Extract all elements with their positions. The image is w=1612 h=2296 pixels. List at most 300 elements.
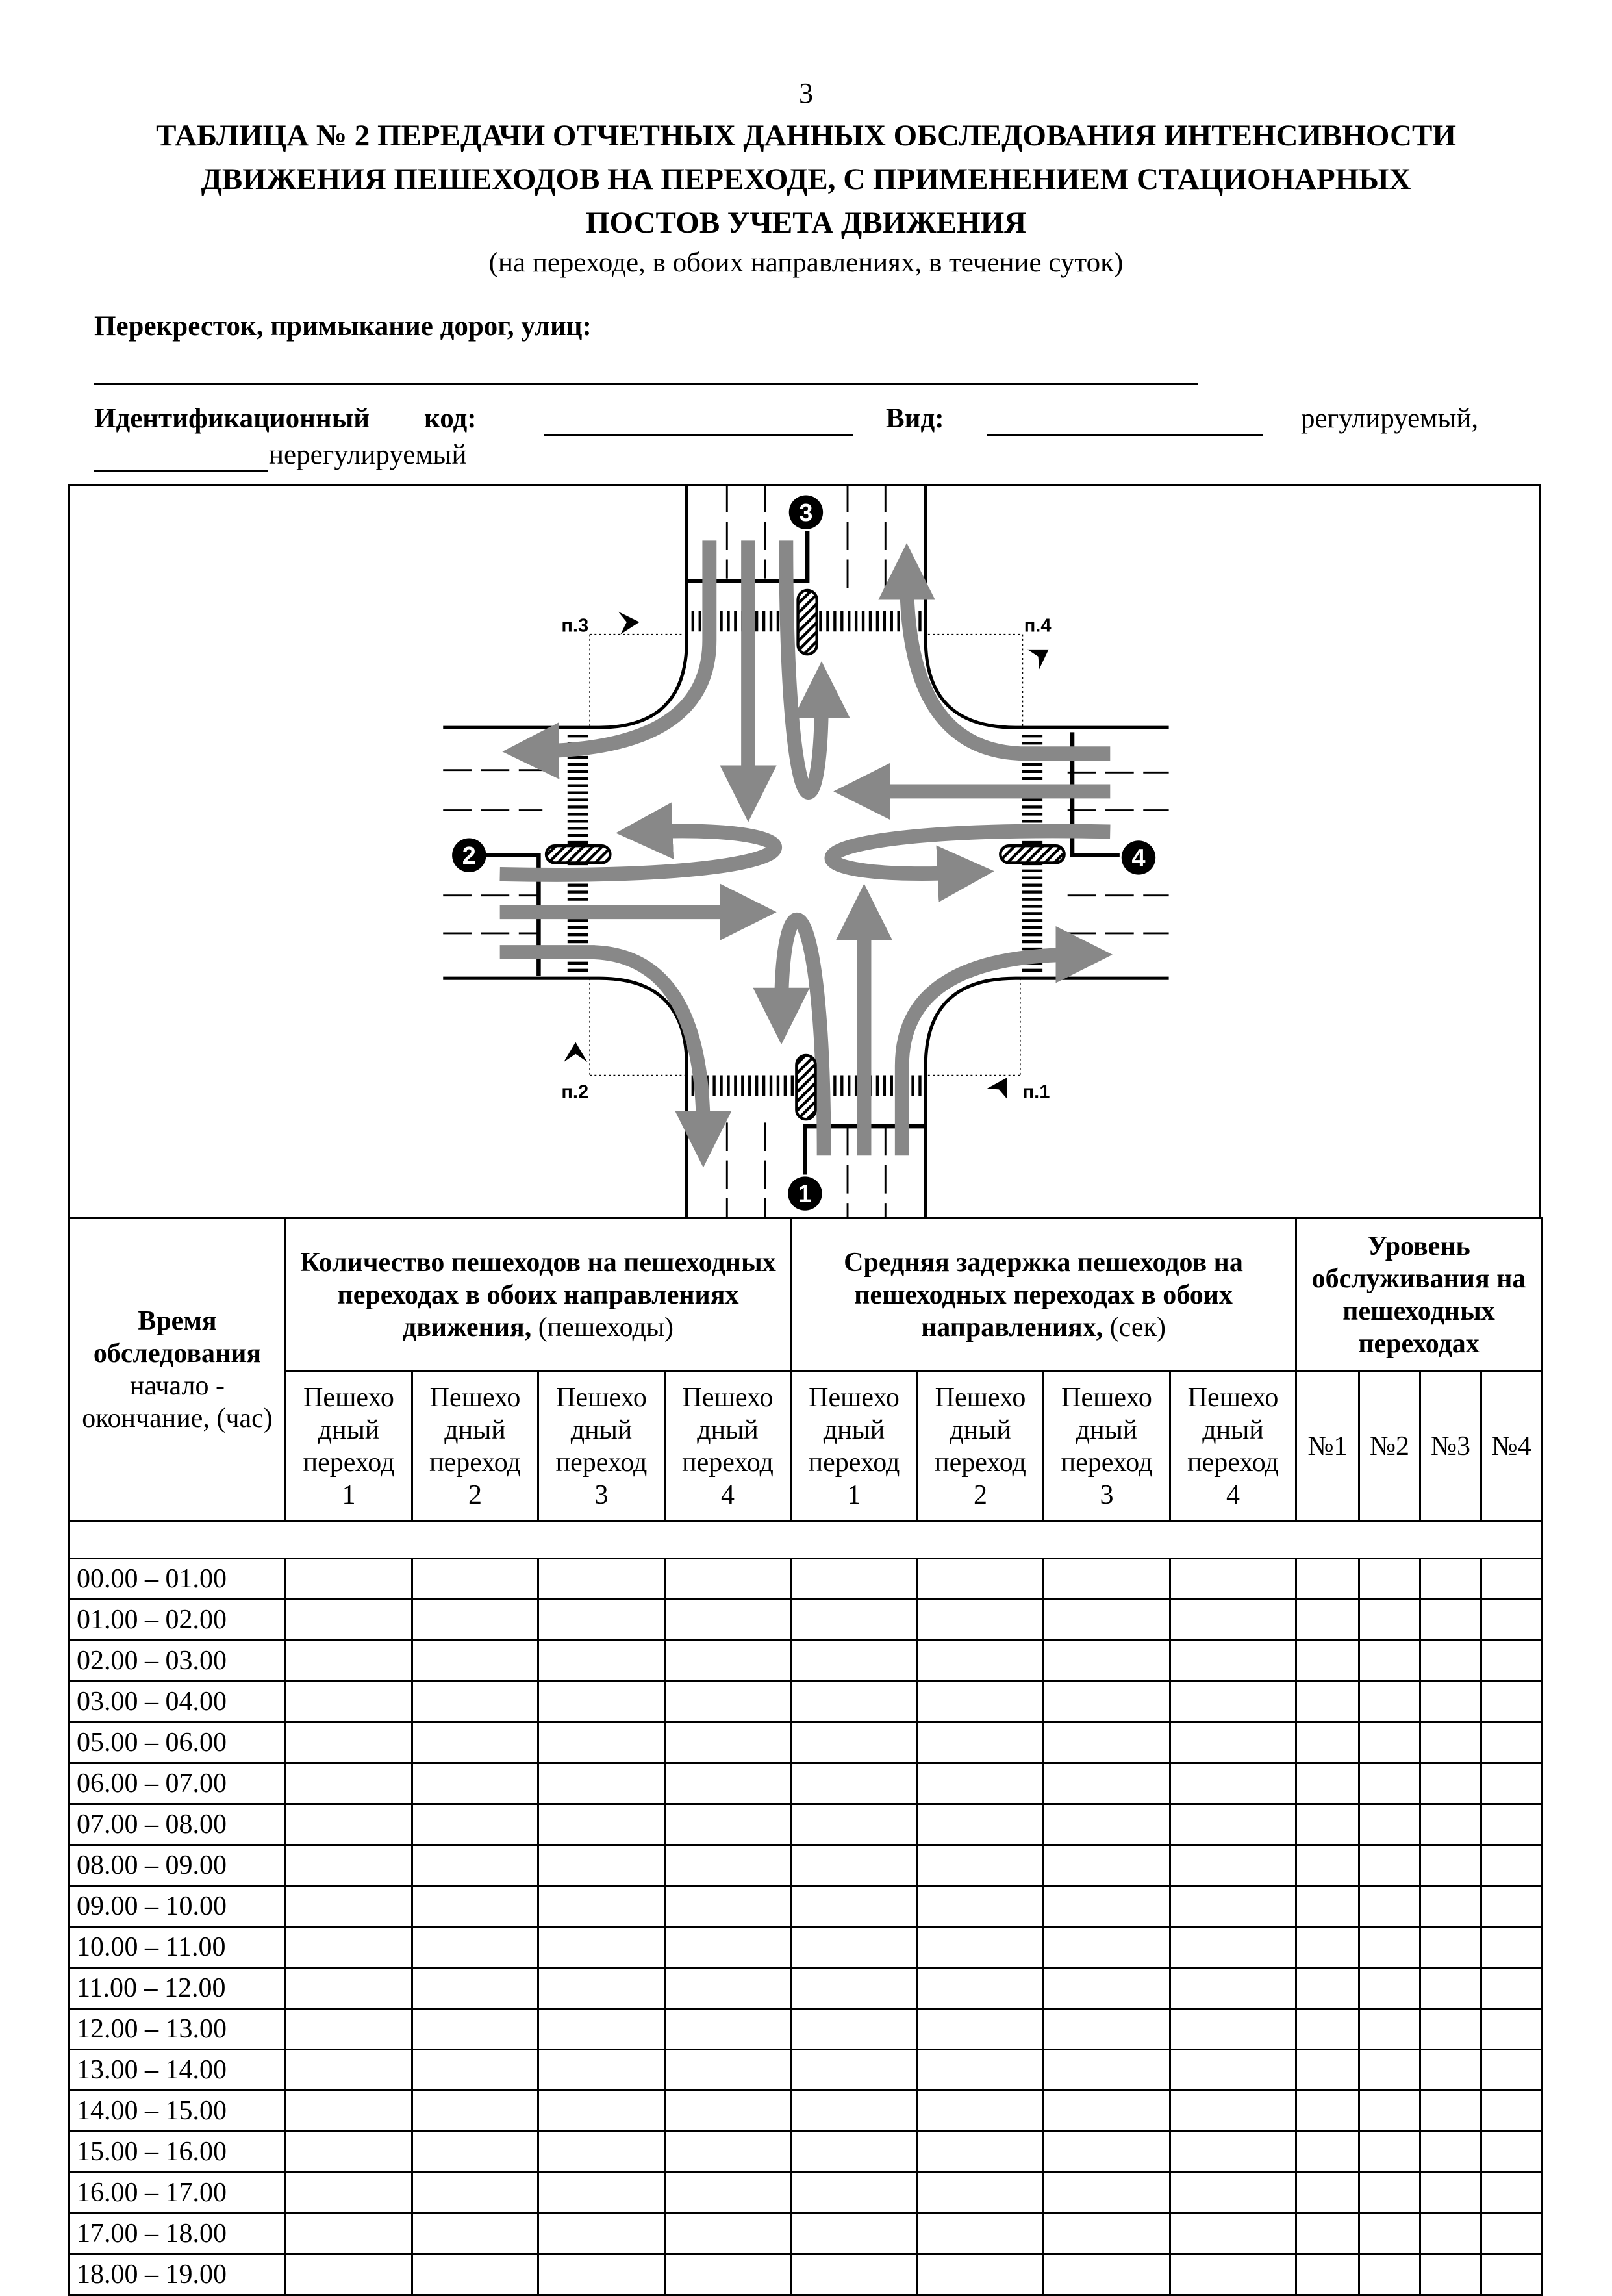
table-row <box>69 1886 1542 1927</box>
crossing-column-header: Пешехо дный переход 2 <box>412 1372 538 1521</box>
data-entry-cell[interactable] <box>412 1927 538 1968</box>
data-entry-cell[interactable] <box>1044 2254 1170 2295</box>
table-row <box>69 2009 1542 2050</box>
data-entry-cell[interactable] <box>918 1886 1044 1927</box>
data-entry-cell[interactable] <box>1296 2254 1359 2295</box>
data-entry-cell[interactable] <box>665 1641 791 1682</box>
data-entry-cell[interactable] <box>1170 1804 1296 1845</box>
data-entry-cell[interactable] <box>791 2214 918 2254</box>
time-interval-cell: 17.00 – 18.00 <box>69 2214 286 2254</box>
type-field[interactable] <box>987 434 1263 436</box>
data-entry-cell[interactable] <box>665 2254 791 2295</box>
data-entry-cell[interactable] <box>665 2091 791 2132</box>
data-entry-cell[interactable] <box>1296 1845 1359 1886</box>
data-entry-cell[interactable] <box>1420 2173 1481 2214</box>
time-header-subtitle: начало - окончание, (час) <box>82 1370 273 1433</box>
data-entry-cell[interactable] <box>918 2214 1044 2254</box>
approach-1-label: 1 <box>798 1180 812 1208</box>
blank-row <box>69 1521 1542 1559</box>
time-interval-cell: 11.00 – 12.00 <box>69 1968 286 2009</box>
data-entry-cell[interactable] <box>1420 1886 1481 1927</box>
data-entry-cell[interactable] <box>791 1804 918 1845</box>
data-entry-cell[interactable] <box>791 1641 918 1682</box>
data-entry-cell[interactable] <box>1420 1845 1481 1886</box>
data-entry-cell[interactable] <box>1170 1559 1296 1600</box>
data-entry-cell[interactable] <box>1481 2009 1542 2050</box>
data-entry-cell[interactable] <box>1359 1804 1420 1845</box>
data-entry-cell[interactable] <box>1044 1641 1170 1682</box>
data-entry-cell[interactable] <box>538 1927 665 1968</box>
dotted-lines <box>590 635 1022 1076</box>
data-entry-cell[interactable] <box>538 1559 665 1600</box>
data-entry-cell[interactable] <box>665 1682 791 1722</box>
crossing-column-header: Пешехо дный переход 4 <box>665 1372 791 1521</box>
data-entry-cell[interactable] <box>1296 2132 1359 2173</box>
data-entry-cell[interactable] <box>665 2009 791 2050</box>
data-entry-cell[interactable] <box>1420 1682 1481 1722</box>
data-entry-cell[interactable] <box>918 1804 1044 1845</box>
data-entry-cell[interactable] <box>1044 1845 1170 1886</box>
refuge-islands <box>546 590 1064 1119</box>
intersection-field[interactable] <box>94 383 1198 385</box>
data-entry-cell[interactable] <box>538 2254 665 2295</box>
data-entry-cell[interactable] <box>1296 1641 1359 1682</box>
table-row <box>69 2132 1542 2173</box>
data-entry-cell[interactable] <box>286 2254 412 2295</box>
data-entry-cell[interactable] <box>1481 1559 1542 1600</box>
data-entry-cell[interactable] <box>412 1559 538 1600</box>
data-entry-cell[interactable] <box>412 1682 538 1722</box>
data-entry-cell[interactable] <box>412 1886 538 1927</box>
data-entry-cell[interactable] <box>538 1845 665 1886</box>
table-row <box>69 2214 1542 2254</box>
intersection-label: Перекресток, примыкание дорог, улиц: <box>94 311 592 342</box>
data-entry-cell[interactable] <box>918 1641 1044 1682</box>
table-row <box>69 1641 1542 1682</box>
data-entry-cell[interactable] <box>1359 1641 1420 1682</box>
data-entry-cell[interactable] <box>1170 1968 1296 2009</box>
table-row <box>69 1968 1542 2009</box>
data-entry-cell[interactable] <box>1359 1722 1420 1763</box>
data-entry-cell[interactable] <box>412 1763 538 1804</box>
data-entry-cell[interactable] <box>538 2132 665 2173</box>
data-entry-cell[interactable] <box>1044 2009 1170 2050</box>
time-interval-cell: 03.00 – 04.00 <box>69 1682 286 1722</box>
data-entry-cell[interactable] <box>1296 1682 1359 1722</box>
data-entry-cell[interactable] <box>286 1845 412 1886</box>
data-entry-cell[interactable] <box>791 2009 918 2050</box>
data-entry-cell[interactable] <box>412 1722 538 1763</box>
data-entry-cell[interactable] <box>665 2132 791 2173</box>
data-entry-cell[interactable] <box>286 2009 412 2050</box>
data-entry-cell[interactable] <box>918 1559 1044 1600</box>
data-entry-cell[interactable] <box>1170 2173 1296 2214</box>
data-entry-cell[interactable] <box>286 1682 412 1722</box>
data-entry-cell[interactable] <box>1359 2132 1420 2173</box>
data-entry-cell[interactable] <box>1359 1886 1420 1927</box>
data-entry-cell[interactable] <box>286 1927 412 1968</box>
data-entry-cell[interactable] <box>1170 1763 1296 1804</box>
data-entry-cell[interactable] <box>791 1927 918 1968</box>
data-entry-cell[interactable] <box>665 1804 791 1845</box>
data-entry-cell[interactable] <box>538 1600 665 1641</box>
data-entry-cell[interactable] <box>538 1804 665 1845</box>
data-entry-cell[interactable] <box>918 1722 1044 1763</box>
regulated-option: регулируемый, <box>1301 403 1479 434</box>
data-entry-cell[interactable] <box>791 1600 918 1641</box>
time-interval-cell: 14.00 – 15.00 <box>69 2091 286 2132</box>
observer-direction-icons <box>564 612 1049 1099</box>
data-entry-cell[interactable] <box>286 1968 412 2009</box>
data-entry-cell[interactable] <box>1170 2050 1296 2091</box>
data-entry-cell[interactable] <box>1296 1927 1359 1968</box>
page-number: 3 <box>799 77 813 109</box>
data-entry-cell[interactable] <box>1420 1722 1481 1763</box>
data-entry-cell[interactable] <box>286 2214 412 2254</box>
data-entry-cell[interactable] <box>1420 1968 1481 2009</box>
data-entry-cell[interactable] <box>286 1763 412 1804</box>
data-entry-cell[interactable] <box>918 2091 1044 2132</box>
data-entry-cell[interactable] <box>1170 2132 1296 2173</box>
data-entry-cell[interactable] <box>791 2132 918 2173</box>
data-entry-cell[interactable] <box>665 1927 791 1968</box>
data-entry-cell[interactable] <box>538 1682 665 1722</box>
data-entry-cell[interactable] <box>918 2009 1044 2050</box>
data-entry-cell[interactable] <box>1044 2091 1170 2132</box>
data-entry-cell[interactable] <box>1359 2009 1420 2050</box>
data-entry-cell[interactable] <box>1481 2132 1542 2173</box>
data-entry-cell[interactable] <box>665 1559 791 1600</box>
data-entry-cell[interactable] <box>286 1804 412 1845</box>
data-entry-cell[interactable] <box>1296 1722 1359 1763</box>
blank-cell <box>69 1521 1542 1559</box>
data-entry-cell[interactable] <box>1481 1886 1542 1927</box>
data-entry-cell[interactable] <box>1044 1600 1170 1641</box>
time-header-title: Время обследования <box>93 1306 262 1369</box>
data-entry-cell[interactable] <box>1170 1927 1296 1968</box>
data-entry-cell[interactable] <box>1170 2009 1296 2050</box>
table-row <box>69 1600 1542 1641</box>
data-entry-cell[interactable] <box>286 2050 412 2091</box>
table-row <box>69 2050 1542 2091</box>
time-interval-cell: 06.00 – 07.00 <box>69 1763 286 1804</box>
data-entry-cell[interactable] <box>538 2050 665 2091</box>
data-entry-cell[interactable] <box>1481 1682 1542 1722</box>
data-entry-cell[interactable] <box>412 1845 538 1886</box>
data-entry-cell[interactable] <box>918 2254 1044 2295</box>
delay-header <box>791 1218 1296 1372</box>
data-entry-cell[interactable] <box>1481 1845 1542 1886</box>
data-entry-cell[interactable] <box>1420 1641 1481 1682</box>
data-entry-cell[interactable] <box>665 1845 791 1886</box>
data-entry-cell[interactable] <box>1296 2091 1359 2132</box>
data-entry-cell[interactable] <box>1170 1682 1296 1722</box>
data-entry-cell[interactable] <box>791 1845 918 1886</box>
data-entry-cell[interactable] <box>791 2254 918 2295</box>
data-entry-cell[interactable] <box>1044 1722 1170 1763</box>
data-entry-cell[interactable] <box>286 1600 412 1641</box>
data-entry-cell[interactable] <box>1044 1682 1170 1722</box>
data-entry-cell[interactable] <box>1359 2091 1420 2132</box>
approach-2-label: 2 <box>462 842 476 870</box>
data-entry-cell[interactable] <box>1420 1927 1481 1968</box>
data-entry-cell[interactable] <box>791 1559 918 1600</box>
time-interval-cell: 00.00 – 01.00 <box>69 1559 286 1600</box>
data-entry-cell[interactable] <box>918 2173 1044 2214</box>
data-entry-cell[interactable] <box>1481 2050 1542 2091</box>
data-entry-cell[interactable] <box>538 1763 665 1804</box>
table-row <box>69 1763 1542 1804</box>
los-header: Уровень обслуживания на пешеходных переходах <box>1296 1218 1542 1372</box>
time-interval-cell: 01.00 – 02.00 <box>69 1600 286 1641</box>
data-entry-cell[interactable] <box>791 1968 918 2009</box>
data-entry-cell[interactable] <box>1420 2009 1481 2050</box>
time-interval-cell: 13.00 – 14.00 <box>69 2050 286 2091</box>
approach-3-label: 3 <box>799 499 813 527</box>
los-column-header: №4 <box>1481 1372 1542 1521</box>
data-entry-cell[interactable] <box>286 1559 412 1600</box>
data-entry-cell[interactable] <box>538 1968 665 2009</box>
data-entry-cell[interactable] <box>1044 1968 1170 2009</box>
data-entry-cell[interactable] <box>791 1886 918 1927</box>
data-entry-cell[interactable] <box>1481 2254 1542 2295</box>
data-entry-cell[interactable] <box>1296 1968 1359 2009</box>
crossing-column-header: Пешехо дный переход 2 <box>918 1372 1044 1521</box>
data-entry-cell[interactable] <box>1359 1927 1420 1968</box>
post-1-label: п.1 <box>1022 1081 1050 1103</box>
survey-table <box>68 1217 1543 2296</box>
data-entry-cell[interactable] <box>1420 2091 1481 2132</box>
post-3-label: п.3 <box>561 615 589 637</box>
time-interval-cell: 15.00 – 16.00 <box>69 2132 286 2173</box>
data-entry-cell[interactable] <box>918 1682 1044 1722</box>
data-entry-cell[interactable] <box>918 1763 1044 1804</box>
time-interval-cell: 10.00 – 11.00 <box>69 1927 286 1968</box>
data-entry-cell[interactable] <box>1359 1845 1420 1886</box>
time-interval-cell: 12.00 – 13.00 <box>69 2009 286 2050</box>
data-entry-cell[interactable] <box>665 2214 791 2254</box>
los-column-header: №1 <box>1296 1372 1359 1521</box>
crossing-column-header: Пешехо дный переход 4 <box>1170 1372 1296 1521</box>
los-column-header: №3 <box>1420 1372 1481 1521</box>
data-entry-cell[interactable] <box>1420 1559 1481 1600</box>
data-entry-cell[interactable] <box>1481 1722 1542 1763</box>
data-entry-cell[interactable] <box>1420 2254 1481 2295</box>
data-entry-cell[interactable] <box>1359 2214 1420 2254</box>
data-entry-cell[interactable] <box>1044 2132 1170 2173</box>
data-entry-cell[interactable] <box>1420 1804 1481 1845</box>
data-entry-cell[interactable] <box>1359 1559 1420 1600</box>
data-entry-cell[interactable] <box>1420 2132 1481 2173</box>
data-entry-cell[interactable] <box>1481 1641 1542 1682</box>
data-entry-cell[interactable] <box>1481 1763 1542 1804</box>
data-entry-cell[interactable] <box>1359 2050 1420 2091</box>
data-entry-cell[interactable] <box>1296 1886 1359 1927</box>
data-entry-cell[interactable] <box>1481 2214 1542 2254</box>
id-code-field[interactable] <box>544 434 853 436</box>
data-entry-cell[interactable] <box>412 1804 538 1845</box>
data-entry-cell[interactable] <box>286 1641 412 1682</box>
table-row <box>69 2173 1542 2214</box>
data-entry-cell[interactable] <box>1044 2050 1170 2091</box>
data-entry-cell[interactable] <box>1170 2214 1296 2254</box>
data-entry-cell[interactable] <box>791 2091 918 2132</box>
id-code-label: Идентификационный <box>94 403 370 434</box>
data-entry-cell[interactable] <box>412 1600 538 1641</box>
page-title <box>0 114 1612 245</box>
time-interval-cell: 16.00 – 17.00 <box>69 2173 286 2214</box>
data-entry-cell[interactable] <box>1296 1600 1359 1641</box>
data-entry-cell[interactable] <box>1359 1763 1420 1804</box>
data-entry-cell[interactable] <box>918 1968 1044 2009</box>
data-entry-cell[interactable] <box>665 1722 791 1763</box>
data-entry-cell[interactable] <box>1420 2214 1481 2254</box>
data-entry-cell[interactable] <box>1481 1968 1542 2009</box>
crossing-column-header: Пешехо дный переход 1 <box>791 1372 918 1521</box>
table-row <box>69 1722 1542 1763</box>
count-header-title: Количество пешеходов на пешеходных переходах в обоих направлениях движения, <box>300 1247 776 1343</box>
title-line: ДВИЖЕНИЯ ПЕШЕХОДОВ НА ПЕРЕХОДЕ, С ПРИМЕНЕНИЕМ СТАЦИОНАРНЫХ <box>201 162 1411 196</box>
data-entry-cell[interactable] <box>1170 1641 1296 1682</box>
data-entry-cell[interactable] <box>1044 1927 1170 1968</box>
table-row <box>69 1682 1542 1722</box>
data-entry-cell[interactable] <box>538 2009 665 2050</box>
data-entry-cell[interactable] <box>918 2050 1044 2091</box>
unregulated-field[interactable] <box>94 470 268 472</box>
data-entry-cell[interactable] <box>286 1886 412 1927</box>
intersection-diagram <box>429 484 1169 1217</box>
data-entry-cell[interactable] <box>412 2214 538 2254</box>
table-row <box>69 1804 1542 1845</box>
data-entry-cell[interactable] <box>412 2009 538 2050</box>
data-entry-cell[interactable] <box>1420 2050 1481 2091</box>
los-column-header: №2 <box>1359 1372 1420 1521</box>
count-header <box>286 1218 791 1372</box>
data-entry-cell[interactable] <box>538 1722 665 1763</box>
data-entry-cell[interactable] <box>665 1968 791 2009</box>
data-entry-cell[interactable] <box>665 2173 791 2214</box>
data-entry-cell[interactable] <box>538 2173 665 2214</box>
data-entry-cell[interactable] <box>1044 1559 1170 1600</box>
crosswalks <box>578 621 1032 1085</box>
time-interval-cell: 05.00 – 06.00 <box>69 1722 286 1763</box>
time-interval-cell: 08.00 – 09.00 <box>69 1845 286 1886</box>
data-entry-cell[interactable] <box>1481 2173 1542 2214</box>
table-row <box>69 1845 1542 1886</box>
post-4-label: п.4 <box>1024 615 1052 637</box>
data-entry-cell[interactable] <box>1044 1763 1170 1804</box>
data-entry-cell[interactable] <box>286 1722 412 1763</box>
data-entry-cell[interactable] <box>665 1600 791 1641</box>
data-entry-cell[interactable] <box>1296 1763 1359 1804</box>
data-entry-cell[interactable] <box>412 2050 538 2091</box>
data-entry-cell[interactable] <box>1170 1886 1296 1927</box>
data-entry-cell[interactable] <box>918 1927 1044 1968</box>
data-entry-cell[interactable] <box>918 2132 1044 2173</box>
data-entry-cell[interactable] <box>1044 2173 1170 2214</box>
data-entry-cell[interactable] <box>918 1600 1044 1641</box>
data-entry-cell[interactable] <box>1296 2173 1359 2214</box>
data-entry-cell[interactable] <box>1420 1600 1481 1641</box>
time-interval-cell: 09.00 – 10.00 <box>69 1886 286 1927</box>
time-interval-cell: 02.00 – 03.00 <box>69 1641 286 1682</box>
data-entry-cell[interactable] <box>538 1641 665 1682</box>
post-labels <box>561 615 1052 1102</box>
data-entry-cell[interactable] <box>918 1845 1044 1886</box>
delay-header-title: Средняя задержка пешеходов на пешеходных переходах в обоих направлениях, <box>844 1247 1243 1343</box>
time-header <box>69 1218 286 1521</box>
data-entry-cell[interactable] <box>1296 2009 1359 2050</box>
data-entry-cell[interactable] <box>1296 1804 1359 1845</box>
data-entry-cell[interactable] <box>1359 1968 1420 2009</box>
data-entry-cell[interactable] <box>791 1722 918 1763</box>
data-entry-cell[interactable] <box>538 1886 665 1927</box>
title-line: ПОСТОВ УЧЕТА ДВИЖЕНИЯ <box>585 206 1027 240</box>
crossing-column-header: Пешехо дный переход 3 <box>1044 1372 1170 1521</box>
table-row <box>69 1927 1542 1968</box>
data-entry-cell[interactable] <box>1359 1600 1420 1641</box>
crossing-column-header: Пешехо дный переход 1 <box>286 1372 412 1521</box>
data-entry-cell[interactable] <box>1359 2254 1420 2295</box>
data-entry-cell[interactable] <box>791 1682 918 1722</box>
data-entry-cell[interactable] <box>1170 2254 1296 2295</box>
data-entry-cell[interactable] <box>1359 1682 1420 1722</box>
data-entry-cell[interactable] <box>1481 1927 1542 1968</box>
data-entry-cell[interactable] <box>412 1968 538 2009</box>
data-entry-cell[interactable] <box>1420 1763 1481 1804</box>
data-entry-cell[interactable] <box>791 1763 918 1804</box>
data-entry-cell[interactable] <box>1044 2214 1170 2254</box>
unregulated-option: нерегулируемый <box>269 440 467 470</box>
data-entry-cell[interactable] <box>412 2091 538 2132</box>
data-entry-cell[interactable] <box>1044 1886 1170 1927</box>
data-entry-cell[interactable] <box>286 2091 412 2132</box>
data-entry-cell[interactable] <box>412 2254 538 2295</box>
data-entry-cell[interactable] <box>286 2173 412 2214</box>
data-entry-cell[interactable] <box>1481 1804 1542 1845</box>
data-entry-cell[interactable] <box>1296 2214 1359 2254</box>
data-entry-cell[interactable] <box>1044 1804 1170 1845</box>
data-entry-cell[interactable] <box>1296 1559 1359 1600</box>
type-label: Вид: <box>886 403 944 434</box>
data-entry-cell[interactable] <box>412 2173 538 2214</box>
data-entry-cell[interactable] <box>665 2050 791 2091</box>
data-entry-cell[interactable] <box>1481 2091 1542 2132</box>
data-entry-cell[interactable] <box>791 2173 918 2214</box>
data-entry-cell[interactable] <box>538 2214 665 2254</box>
data-entry-cell[interactable] <box>1481 1600 1542 1641</box>
title-line: ТАБЛИЦА № 2 ПЕРЕДАЧИ ОТЧЕТНЫХ ДАННЫХ ОБСЛЕДОВАНИЯ ИНТЕНСИВНОСТИ <box>156 119 1456 153</box>
data-entry-cell[interactable] <box>665 1763 791 1804</box>
delay-header-unit: (сек) <box>1109 1312 1166 1343</box>
data-entry-cell[interactable] <box>665 1886 791 1927</box>
data-entry-cell[interactable] <box>1296 2050 1359 2091</box>
data-entry-cell[interactable] <box>286 2132 412 2173</box>
table-row <box>69 2091 1542 2132</box>
data-entry-cell[interactable] <box>1170 1845 1296 1886</box>
data-entry-cell[interactable] <box>412 2132 538 2173</box>
data-entry-cell[interactable] <box>1170 1600 1296 1641</box>
data-entry-cell[interactable] <box>1170 2091 1296 2132</box>
data-entry-cell[interactable] <box>412 1641 538 1682</box>
data-entry-cell[interactable] <box>1359 2173 1420 2214</box>
data-entry-cell[interactable] <box>1170 1722 1296 1763</box>
data-entry-cell[interactable] <box>538 2091 665 2132</box>
subtitle: (на переходе, в обоих направлениях, в течение суток) <box>488 247 1124 278</box>
table-row <box>69 1559 1542 1600</box>
time-interval-cell: 07.00 – 08.00 <box>69 1804 286 1845</box>
data-entry-cell[interactable] <box>791 2050 918 2091</box>
